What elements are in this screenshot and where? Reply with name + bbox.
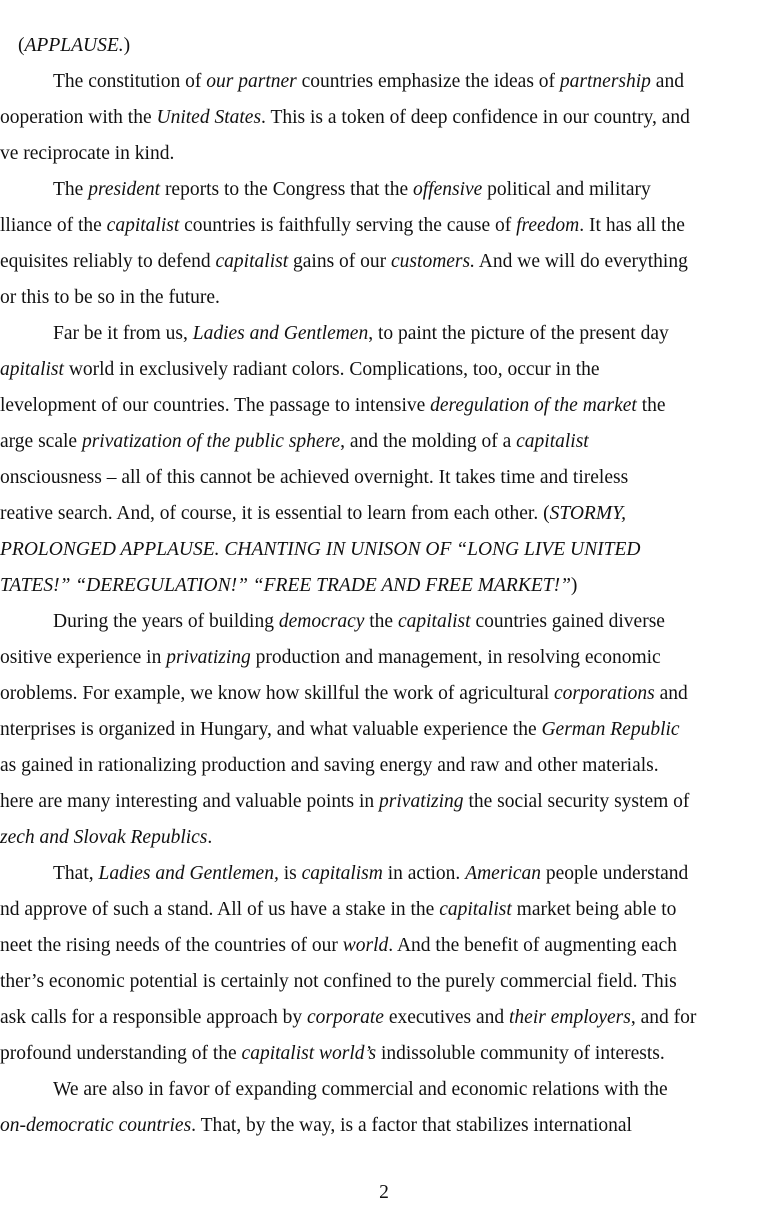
italic-span: capitalist (397, 611, 471, 632)
text-line (0, 286, 220, 310)
text-span: executives and (383, 1007, 510, 1028)
italic-span: deregulation of the market (430, 395, 637, 416)
text-line (0, 1006, 696, 1030)
italic-span: world (342, 935, 389, 956)
text-span: is (278, 863, 302, 884)
italic-span: capitalist (439, 899, 512, 920)
text-span: And we will do everything (474, 251, 688, 272)
italic-span: German Republic (541, 719, 680, 740)
italic-span: STORMY, (549, 503, 627, 524)
italic-span: freedom (516, 215, 580, 236)
italic-span: American (465, 863, 541, 884)
text-line (0, 214, 685, 238)
text-span: . And the benefit of augmenting each (388, 935, 677, 956)
text-line (0, 538, 640, 562)
text-line (0, 430, 589, 454)
text-span: levelopment of our countries. The passage to intensive (0, 395, 431, 416)
text-line (0, 574, 577, 598)
italic-span: capitalist (516, 431, 589, 452)
text-line (0, 106, 690, 130)
italic-span: TATES!” “DEREGULATION!” “FREE TRADE AND FREE MARKET!” (0, 575, 571, 596)
text-span: in action. (382, 863, 466, 884)
text-span: reports to the Congress that the (160, 179, 413, 200)
italic-span: capitalism (301, 863, 383, 884)
text-line (0, 970, 677, 994)
text-line (0, 250, 688, 274)
text-span: here are many interesting and valuable points in (0, 791, 380, 812)
italic-span: Ladies and Gentlemen, (98, 863, 279, 884)
text-line (0, 466, 628, 490)
text-span: , to paint the picture of the present day (368, 323, 669, 344)
text-line (0, 1042, 665, 1066)
text-span: oroblems. For example, we know how skillful the work of agricultural (0, 683, 555, 704)
italic-span: president (88, 179, 161, 200)
text-span: arge scale (0, 431, 82, 452)
text-span: , and for (630, 1007, 697, 1028)
text-line (18, 34, 130, 58)
italic-span: our partner (206, 71, 297, 92)
italic-span: Ladies and Gentlemen (192, 323, 369, 344)
text-span: and (650, 71, 684, 92)
italic-span: on-democratic countries (0, 1115, 192, 1136)
text-span: Far be it from us, (53, 323, 193, 344)
text-line (0, 754, 659, 778)
text-line (53, 610, 665, 634)
italic-span: corporate (307, 1007, 384, 1028)
text-line (0, 1114, 632, 1138)
text-span: During the years of building (53, 611, 279, 632)
text-line (53, 862, 688, 886)
text-span: ) (570, 575, 578, 596)
text-span: onsciousness – all of this cannot be achieved overnight. It takes time and tireless (0, 467, 629, 488)
text-span: profound understanding of the (0, 1043, 242, 1064)
italic-span: privatizing (166, 647, 251, 668)
text-line (0, 142, 174, 166)
italic-span: privatization of the public sphere (81, 431, 341, 452)
text-span: production and management, in resolving economic (250, 647, 661, 668)
italic-span: privatizing (379, 791, 464, 812)
text-span: people understand (541, 863, 689, 884)
italic-span: offensive (412, 179, 483, 200)
text-span: ask calls for a responsible approach by (0, 1007, 308, 1028)
text-span: market being able to (511, 899, 677, 920)
text-span: We are also in favor of expanding commercial and economic relations with the (53, 1079, 668, 1100)
italic-span: United States (156, 107, 262, 128)
text-span: . It has all the (579, 215, 685, 236)
text-span: . (207, 827, 213, 848)
text-line (0, 826, 212, 850)
text-span: The (53, 179, 89, 200)
text-line (0, 682, 688, 706)
text-line (53, 70, 684, 94)
text-line (53, 178, 651, 202)
text-span: ve reciprocate in kind. (0, 143, 175, 164)
text-line (0, 898, 676, 922)
text-span: the (636, 395, 666, 416)
italic-span: PROLONGED APPLAUSE. CHANTING IN UNISON OF “LONG LIVE UNITED (0, 539, 641, 560)
text-line (0, 934, 677, 958)
text-line (0, 502, 626, 526)
text-span: ooperation with the (0, 107, 157, 128)
text-span: That, (53, 863, 99, 884)
text-span: world in exclusively radiant colors. Complications, too, occur in the (63, 359, 600, 380)
text-line (53, 1078, 668, 1102)
page-number: 2 (379, 1182, 389, 1203)
text-span: neet the rising needs of the countries of our (0, 935, 343, 956)
text-span: nd approve of such a stand. All of us have a stake in the (0, 899, 440, 920)
text-line (0, 790, 689, 814)
italic-span: apitalist (0, 359, 64, 380)
italic-span: zech and Slovak Republics (0, 827, 208, 848)
text-span: indissoluble community of interests. (376, 1043, 665, 1064)
text-span: and (654, 683, 688, 704)
italic-span: capitalist world’s (241, 1043, 377, 1064)
text-span: ositive experience in (0, 647, 167, 668)
text-line (0, 358, 600, 382)
text-span: . That, by the way, is a factor that stabilizes international (191, 1115, 632, 1136)
italic-span: APPLAUSE. (24, 35, 124, 56)
text-span: . This is a token of deep confidence in our country, and (261, 107, 690, 128)
text-span: the social security system of (463, 791, 690, 812)
italic-span: their employers (509, 1007, 631, 1028)
text-line (0, 394, 666, 418)
text-span: political and military (482, 179, 651, 200)
text-span: ther’s economic potential is certainly not confined to the purely commercial field. This (0, 971, 677, 992)
text-line (0, 718, 680, 742)
text-span: ) (123, 35, 131, 56)
text-line (0, 646, 661, 670)
italic-span: democracy (278, 611, 365, 632)
text-span: the (364, 611, 398, 632)
text-span: countries gained diverse (470, 611, 665, 632)
text-span: lliance of the (0, 215, 107, 236)
text-line (53, 322, 669, 346)
text-span: countries is faithfully serving the cause of (179, 215, 517, 236)
text-span: gains of our (288, 251, 392, 272)
italic-span: partnership (559, 71, 651, 92)
text-span: countries emphasize the ideas of (296, 71, 560, 92)
text-span: , and the molding of a (340, 431, 517, 452)
text-span: as gained in rationalizing production and saving energy and raw and other materials. (0, 755, 659, 776)
text-span: nterprises is organized in Hungary, and what valuable experience the (0, 719, 542, 740)
italic-span: corporations (554, 683, 655, 704)
text-span: The constitution of (53, 71, 207, 92)
italic-span: customers. (391, 251, 475, 272)
italic-span: capitalist (106, 215, 180, 236)
text-span: reative search. And, of course, it is essential to learn from each other. ( (0, 503, 550, 524)
italic-span: capitalist (215, 251, 289, 272)
text-span: ( (18, 35, 25, 56)
text-span: equisites reliably to defend (0, 251, 216, 272)
text-span: or this to be so in the future. (0, 287, 220, 308)
